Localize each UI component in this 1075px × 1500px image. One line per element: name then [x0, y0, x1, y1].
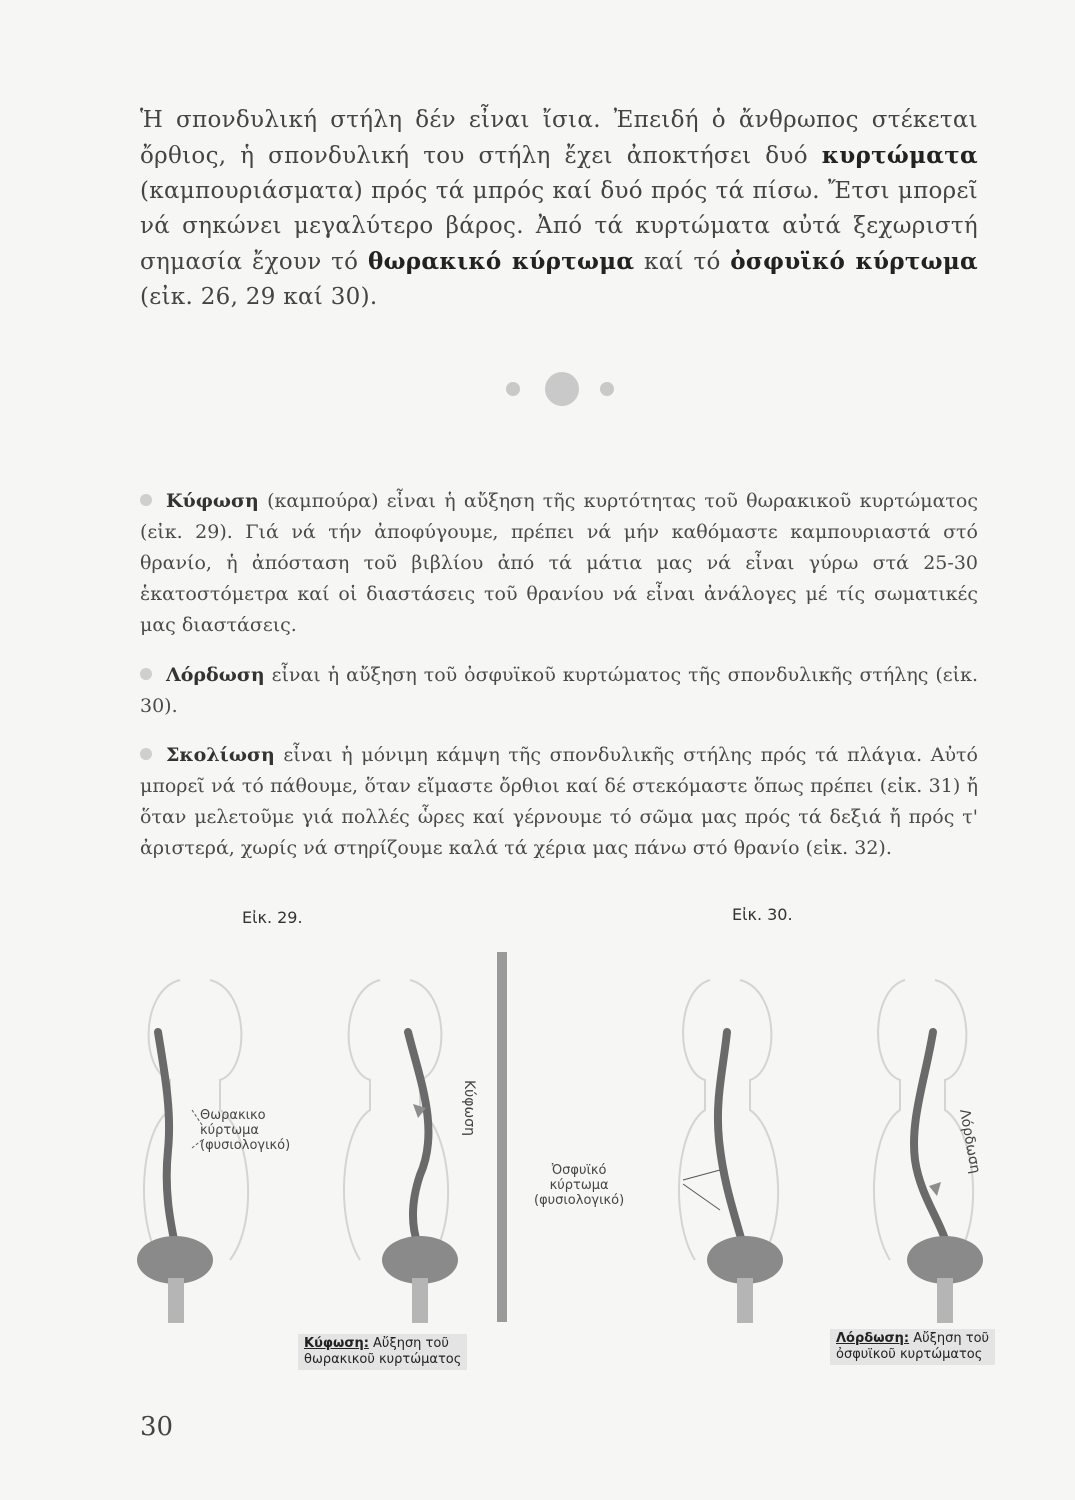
term-curvatures: κυρτώματα	[821, 142, 978, 169]
normal-leg	[737, 1278, 753, 1323]
thoracic-annot-line3: (φυσιολογικό)	[200, 1138, 291, 1153]
normal-body-outline	[144, 980, 180, 1260]
figure-30-label: Εἰκ. 30.	[732, 905, 793, 924]
intro-text-3: καί τό	[634, 249, 731, 275]
figure-29-caption	[298, 1334, 467, 1370]
bullet-icon	[140, 668, 152, 680]
lumbar-annot-line2: κύρτωμα	[549, 1178, 609, 1193]
figure-divider	[497, 952, 507, 1322]
normal-spine	[158, 1032, 175, 1245]
normal-body-outline-right	[740, 980, 778, 1260]
figure-30-caption	[830, 1329, 995, 1365]
separator-dot-right	[600, 382, 614, 396]
section-separator	[0, 370, 1075, 410]
normal-body-outline	[679, 980, 710, 1260]
intro-text-1: Ἡ σπονδυλική στήλη δέν εἶναι ἴσια. Ἐπειδή ὁ ἄνθρωπος στέκεται ὄρθιος, ἡ σπονδυλική του στήλη ἔχει ἀποκτήσει δυό	[140, 107, 978, 169]
lumbar-pointer	[683, 1170, 720, 1180]
normal-spine	[718, 1032, 743, 1245]
lordosis-pelvis	[907, 1236, 983, 1284]
lordosis-leg	[937, 1278, 953, 1323]
normal-pelvis	[137, 1236, 213, 1284]
figure-29-label: Εἰκ. 29.	[242, 908, 303, 927]
lumbar-annot-line3: (φυσιολογικό)	[534, 1193, 625, 1208]
cap30-rest: Αὔξηση τοῦ	[909, 1331, 990, 1346]
term-lumbar-curve: ὀσφυϊκό κύρτωμα	[730, 248, 978, 275]
intro-paragraph	[140, 103, 978, 315]
scoliosis-paragraph	[140, 740, 978, 864]
kyphotic-spine	[408, 1032, 428, 1245]
cap29-rest: Αὔξηση τοῦ	[368, 1336, 449, 1351]
thoracic-curve-annotation	[200, 1108, 290, 1153]
page-number: 30	[140, 1412, 174, 1442]
lordosis-paragraph	[140, 660, 978, 722]
kyphosis-text: (καμπούρα) εἶναι ἡ αὔξηση τῆς κυρτότητας τοῦ θωρακικοῦ κυρτώματος (εἰκ. 29). Γιά νά τήν ἀποφύγουμε, πρέπει νά μήν καθόμαστε καμπουριαστά στό θρανίο, ἡ ἀπόσταση τοῦ βιβλίου ἀπό τά μάτια μας νά εἶναι γύρω στά 25-30 ἑκατοστόμετρα καί οἱ διαστάσεις τοῦ θρανίου νά εἶναι ἀνάλογες μέ τίς σωματικές μας διαστάσεις.	[140, 490, 978, 636]
figure-30-illustration	[515, 960, 995, 1330]
bullet-icon	[140, 748, 152, 760]
scoliosis-text: εἶναι ἡ μόνιμη κάμψη τῆς σπονδυλικῆς στήλης πρός τά πλάγια. Αὐτό μπορεῖ νά τό πάθουμε, ὅταν εἴμαστε ὄρθιοι καί δέ στεκόμαστε ὅπως πρέπει (εἰκ. 31) ἤ ὅταν μελετοῦμε γιά πολλές ὧρες καί γέρνουμε τό σῶμα μας πρός τά δεξιά ἤ πρός τ' ἀριστερά, χωρίς νά στηρίζουμε καλά τά χέρια μας πάνω στό θρανίο (εἰκ. 32).	[140, 744, 978, 859]
intro-text-2: (καμπουριάσματα) πρός τά μπρός καί δυό πρός τά πίσω. Ἔτσι μπορεῖ νά σηκώνει μεγαλύτερο βάρος. Ἀπό τά κυρτώματα αὐτά ξεχωριστή σημασία ἔχουν τό	[140, 178, 978, 275]
lordosis-body-outline	[874, 980, 905, 1260]
cap29-title: Κύφωση:	[304, 1336, 369, 1351]
lumbar-pointer-2	[683, 1184, 720, 1210]
intro-text-4: (εἰκ. 26, 29 καί 30).	[140, 284, 378, 310]
kyphosis-term: Κύφωση	[166, 490, 259, 512]
kyphosis-pelvis	[382, 1236, 458, 1284]
lordotic-spine	[914, 1032, 947, 1245]
bullet-icon	[140, 494, 152, 506]
kyphosis-vertical-label: Κύφωση	[461, 1080, 477, 1136]
cap30-title: Λόρδωση:	[836, 1331, 910, 1346]
scoliosis-term: Σκολίωση	[166, 744, 275, 766]
lordosis-vertical-label: Λόρδωση	[956, 1107, 984, 1175]
figure-29-illustration	[120, 960, 495, 1330]
lumbar-curve-annotation	[534, 1163, 624, 1208]
kyphosis-body-outline	[344, 980, 380, 1260]
lordosis-arrow-icon	[929, 1182, 941, 1196]
kyphosis-paragraph	[140, 486, 978, 641]
separator-dot-center	[545, 372, 579, 406]
term-thoracic-curve: θωρακικό κύρτωμα	[367, 248, 635, 275]
lordosis-term: Λόρδωση	[166, 664, 265, 686]
cap30-line2: ὀσφυϊκοῦ κυρτώματος	[836, 1347, 983, 1362]
normal-pelvis	[707, 1236, 783, 1284]
thoracic-annot-line2: κύρτωμα	[200, 1123, 259, 1138]
separator-dot-left	[506, 382, 520, 396]
normal-leg	[168, 1278, 184, 1323]
cap29-line2: θωρακικοῦ κυρτώματος	[304, 1352, 462, 1367]
kyphosis-leg	[412, 1278, 428, 1323]
lumbar-annot-line1: Ὀσφυϊκό	[551, 1163, 607, 1178]
thoracic-annot-line1: Θωρακικο	[200, 1108, 266, 1123]
lordosis-text: εἶναι ἡ αὔξηση τοῦ ὀσφυϊκοῦ κυρτώματος τῆς σπονδυλικῆς στήλης (εἰκ. 30).	[140, 664, 978, 717]
